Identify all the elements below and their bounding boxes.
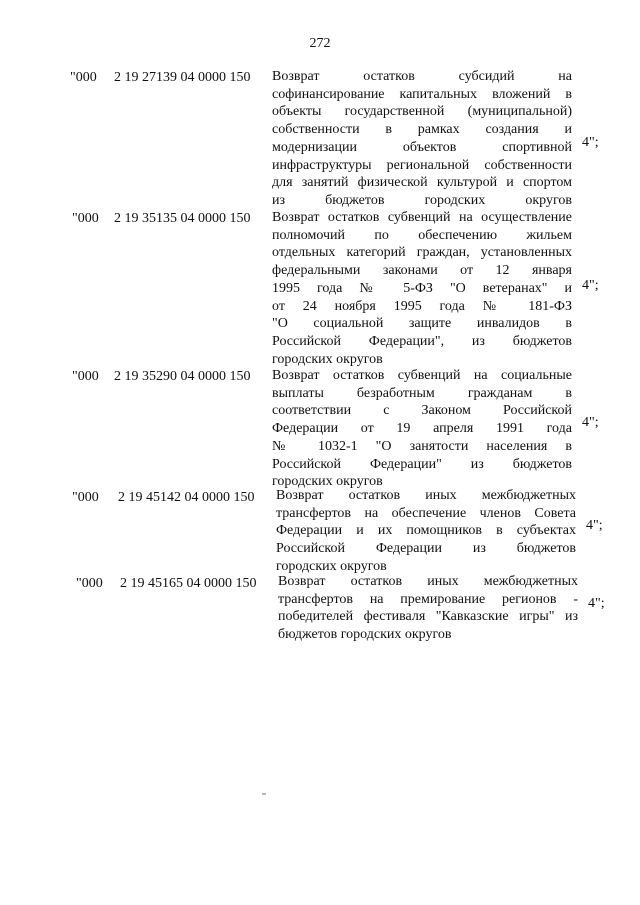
description-line: Возврат остатков субвенций на осуществление xyxy=(272,210,572,225)
row-suffix: 4"; xyxy=(582,135,599,150)
scan-artifact xyxy=(262,793,266,795)
description-line: городских округов xyxy=(272,474,383,490)
description-line: собственности в рамках создания и xyxy=(272,122,572,138)
description-line: Возврат остатков субвенций на социальные xyxy=(272,368,572,383)
code-description xyxy=(278,573,578,644)
budget-classification-code: 2 19 35290 04 0000 150 xyxy=(114,369,251,384)
row-suffix: 4"; xyxy=(586,518,603,533)
description-line: Российской Федерации из бюджетов xyxy=(276,541,576,557)
description-line: Российской Федерации", из бюджетов xyxy=(272,333,572,349)
description-line: отдельных категорий граждан, установленных xyxy=(272,245,572,261)
description-line: городских округов xyxy=(276,558,387,574)
code-prefix: "000 xyxy=(70,70,97,85)
description-line: "О социальной защите инвалидов в xyxy=(272,316,572,332)
budget-classification-code: 2 19 27139 04 0000 150 xyxy=(114,70,251,85)
description-line: № 1032-1 "О занятости населения в xyxy=(272,438,572,454)
description-line: городских округов xyxy=(272,351,383,367)
description-line: модернизации объектов спортивной xyxy=(272,139,572,155)
description-line: Возврат остатков иных межбюджетных xyxy=(278,574,578,589)
code-description xyxy=(272,209,572,368)
description-line: выплаты безработным гражданам в xyxy=(272,385,572,401)
description-line: объекты государственной (муниципальной) xyxy=(272,104,572,120)
row-suffix: 4"; xyxy=(582,415,599,430)
code-prefix: "000 xyxy=(72,211,99,226)
code-prefix: "000 xyxy=(72,490,99,505)
description-line: бюджетов городских округов xyxy=(278,627,452,643)
code-prefix: "000 xyxy=(72,369,99,384)
description-line: 1995 года № 5-ФЗ "О ветеранах" и xyxy=(272,280,572,296)
description-line: инфраструктуры региональной собственности xyxy=(272,157,572,173)
code-description xyxy=(272,367,572,491)
budget-classification-code: 2 19 45142 04 0000 150 xyxy=(118,490,255,505)
description-line: из бюджетов городских округов xyxy=(272,192,572,208)
description-line: Возврат остатков иных межбюджетных xyxy=(276,488,576,503)
description-line: софинансирование капитальных вложений в xyxy=(272,86,572,102)
description-line: от 24 ноября 1995 года № 181-ФЗ xyxy=(272,298,572,314)
description-line: трансфертов на премирование регионов - xyxy=(278,591,578,607)
page-number: 272 xyxy=(309,36,331,51)
budget-classification-code: 2 19 35135 04 0000 150 xyxy=(114,211,251,226)
description-line: соответствии с Законом Российской xyxy=(272,403,572,419)
description-line: Федерации и их помощников в субъектах xyxy=(276,523,576,539)
row-suffix: 4"; xyxy=(582,278,599,293)
code-prefix: "000 xyxy=(76,576,103,591)
code-description xyxy=(276,487,576,576)
description-line: Возврат остатков субсидий на xyxy=(272,69,572,84)
code-description xyxy=(272,68,572,210)
description-line: победителей фестиваля "Кавказские игры" из xyxy=(278,609,578,625)
description-line: полномочий по обеспечению жильем xyxy=(272,227,572,243)
description-line: федеральными законами от 12 января xyxy=(272,263,572,279)
budget-classification-code: 2 19 45165 04 0000 150 xyxy=(120,576,257,591)
description-line: для занятий физической культурой и спортом xyxy=(272,175,572,191)
row-suffix: 4"; xyxy=(588,596,605,611)
description-line: трансфертов на обеспечение членов Совета xyxy=(276,505,576,521)
description-line: Федерации от 19 апреля 1991 года xyxy=(272,421,572,437)
description-line: Российской Федерации" из бюджетов xyxy=(272,456,572,472)
